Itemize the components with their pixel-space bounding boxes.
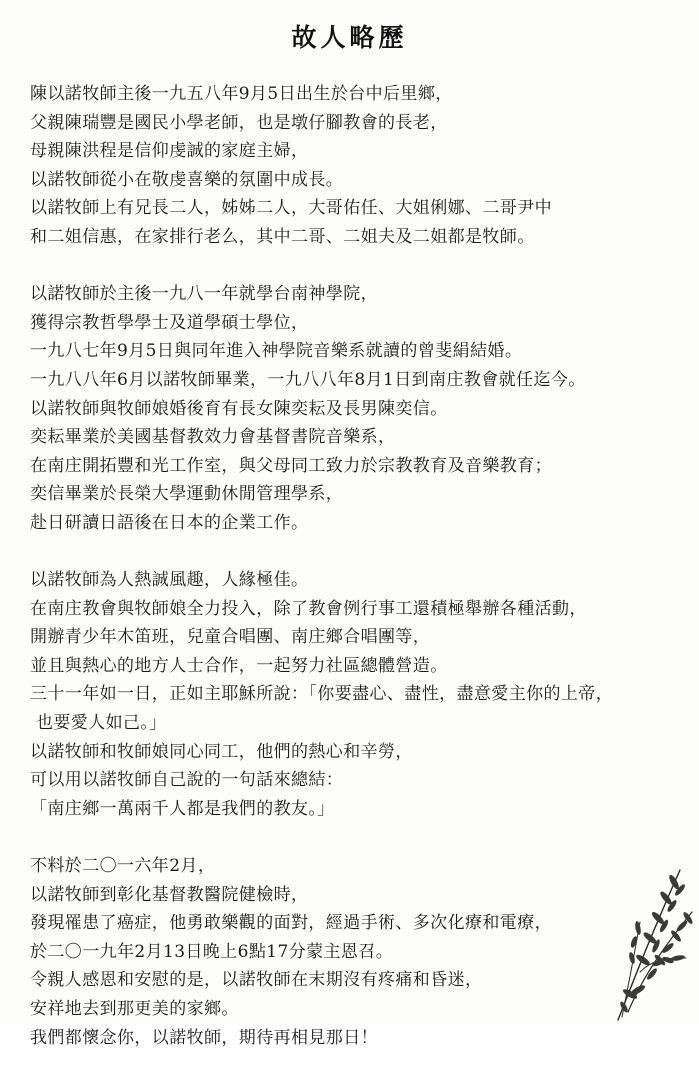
text-line: 於二〇一九年2月13日晚上6點17分蒙主恩召。 xyxy=(30,941,394,962)
text-line: 「南庄鄉一萬兩千人都是我們的教友。」 xyxy=(30,798,335,819)
text-line: 在南庄教會與牧師娘全力投入，除了教會例行事工還積極舉辦各種活動， xyxy=(30,598,587,619)
text-line: 安祥地去到那更美的家鄉。 xyxy=(30,999,239,1019)
text-line: 赴日研讀日語後在日本的企業工作。 xyxy=(30,512,309,533)
text-line: 一九八八年6月以諾牧師畢業，一九八八年8月1日到南庄教會就任迄今。 xyxy=(30,369,586,390)
text-line: 獲得宗教哲學學士及道學碩士學位， xyxy=(30,312,309,333)
text-line: 以諾牧師到彰化基督教醫院健檢時， xyxy=(30,884,309,905)
obituary-body xyxy=(30,80,680,1081)
text-line: 我們都懷念你，以諾牧師，期待再相見那日！ xyxy=(30,1027,378,1048)
text-line: 以諾牧師於主後一九八一年就學台南神學院， xyxy=(30,284,378,305)
text-line: 奕信畢業於長榮大學運動休閒管理學系， xyxy=(30,484,344,505)
text-line: 在南庄開拓豐和光工作室，與父母同工致力於宗教教育及音樂教育； xyxy=(30,455,552,476)
text-line: 以諾牧師上有兄長二人，姊姊二人，大哥佑任、大姐俐娜、二哥尹中 xyxy=(30,198,552,219)
text-line: 父親陳瑞豐是國民小學老師，也是墩仔腳教會的長老， xyxy=(30,112,448,133)
text-line: 不料於二〇一六年2月， xyxy=(30,856,216,877)
text-line: 和二姐信惠，在家排行老么，其中二哥、二姐夫及二姐都是牧師。 xyxy=(30,226,535,247)
paragraph-ministry xyxy=(30,566,680,823)
text-line: 發現罹患了癌症，他勇敢樂觀的面對，經過手術、多次化療和電療， xyxy=(30,913,552,934)
text-line: 令親人感恩和安慰的是，以諾牧師在末期沒有疼痛和昏迷， xyxy=(30,970,483,991)
text-line: 以諾牧師為人熱誠風趣，人緣極佳。 xyxy=(30,570,309,591)
text-line: 並且與熱心的地方人士合作，一起努力社區總體營造。 xyxy=(30,655,448,676)
page-title: 故人略歷 xyxy=(291,23,408,52)
text-line: 以諾牧師和牧師娘同心同工，他們的熱心和辛勞， xyxy=(30,741,413,762)
text-line: 開辦青少年木笛班，兒童合唱團、南庄鄉合唱團等， xyxy=(30,627,431,648)
text-line: 陳以諾牧師主後一九五八年9月5日出生於台中后里鄉， xyxy=(30,84,453,104)
text-line: 奕耘畢業於美國基督教效力會基督書院音樂系， xyxy=(30,427,396,448)
text-line: 一九八七年9月5日與同年進入神學院音樂系就讀的曾斐絹結婚。 xyxy=(30,341,523,362)
text-line: 可以用以諾牧師自己說的一句話來總結： xyxy=(30,770,344,791)
paragraph-birth-family xyxy=(30,80,680,252)
paragraph-illness-passing xyxy=(30,852,680,1052)
text-line: 以諾牧師從小在敬虔喜樂的氛圍中成長。 xyxy=(30,169,344,190)
text-line: 母親陳洪程是信仰虔誠的家庭主婦， xyxy=(30,141,309,162)
text-line: 也要愛人如己。」 xyxy=(36,713,167,734)
floral-sprig-icon xyxy=(588,862,696,1022)
text-line: 以諾牧師與牧師娘婚後育有長女陳奕耘及長男陳奕信。 xyxy=(30,398,448,419)
paragraph-education-family xyxy=(30,280,680,537)
text-line: 三十一年如一日，正如主耶穌所說：「你要盡心、盡性，盡意愛主你的上帝， xyxy=(30,684,614,705)
